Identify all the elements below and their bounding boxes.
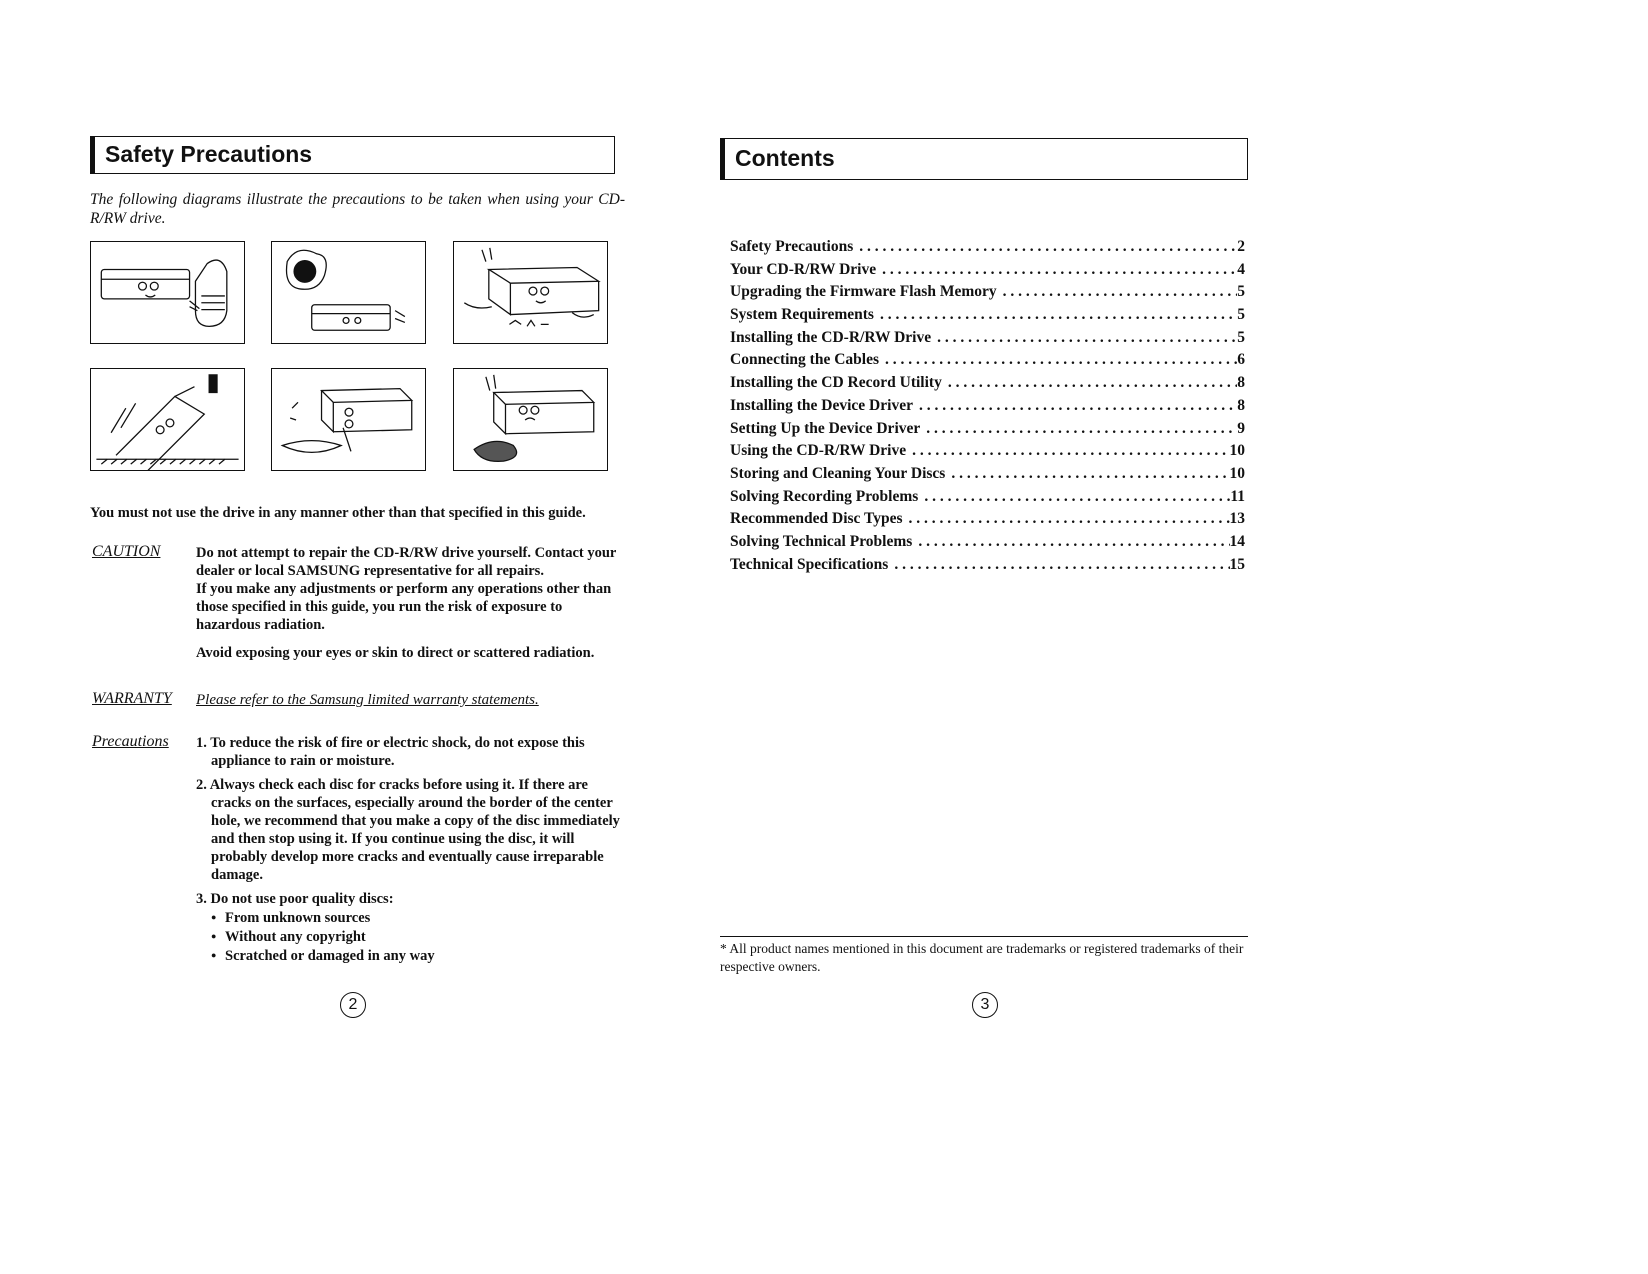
precaution-item: 3. Do not use poor quality discs: xyxy=(196,891,394,907)
illustration-drive-fire xyxy=(271,241,426,344)
caution-paragraph: Avoid exposing your eyes or skin to direct or scattered radiation. xyxy=(196,645,595,661)
illustration-drive-liquid xyxy=(90,241,245,344)
toc-entry[interactable]: Installing the CD-R/RW Drive . . . 5 xyxy=(730,329,1245,352)
toc-entry[interactable]: Your CD-R/RW Drive . . . 4 xyxy=(730,261,1245,284)
toc-entry[interactable]: System Requirements . . . 5 xyxy=(730,306,1245,329)
toc-entry[interactable]: Recommended Disc Types . . . 13 xyxy=(730,510,1245,533)
caution-label: CAUTION xyxy=(92,543,161,560)
precaution-bullet: ● From unknown sources xyxy=(211,908,626,927)
illustration-drive-water xyxy=(271,368,426,471)
caution-paragraph: Do not attempt to repair the CD-R/RW drive yourself. Contact your dealer or local SAMSUNG representative for all repairs. xyxy=(196,545,617,579)
page-number: 3 xyxy=(972,992,998,1018)
toc-entry[interactable]: Using the CD-R/RW Drive . . . 10 xyxy=(730,442,1245,465)
toc-entry[interactable]: Connecting the Cables . . . 6 xyxy=(730,351,1245,374)
toc-entry[interactable]: Safety Precautions . . . 2 xyxy=(730,238,1245,261)
caution-paragraph: If you make any adjustments or perform any operations other than those specified in this guide, you run the risk of exposure to hazardous radiation. xyxy=(196,581,612,633)
precautions-label: Precautions xyxy=(92,733,169,750)
toc-entry[interactable]: Technical Specifications . . . 15 xyxy=(730,556,1245,579)
trademark-footnote: * All product names mentioned in this document are trademarks or registered trademarks of their respective owners. xyxy=(720,936,1248,976)
toc-entry[interactable]: Installing the CD Record Utility . . . 8 xyxy=(730,374,1245,397)
precautions-list xyxy=(196,734,626,965)
precaution-bullet: ● Scratched or damaged in any way xyxy=(211,946,626,965)
page-number: 2 xyxy=(340,992,366,1018)
illustration-drive-screws xyxy=(453,241,608,344)
toc-entry[interactable]: Solving Technical Problems . . . 14 xyxy=(730,533,1245,556)
warranty-statement xyxy=(196,691,626,709)
precaution-bullet: ● Without any copyright xyxy=(211,927,626,946)
toc-entry[interactable]: Upgrading the Firmware Flash Memory . . . 5 xyxy=(730,283,1245,306)
illustration-drive-damaged xyxy=(453,368,608,471)
precaution-item: 2. Always check each disc for cracks before using it. If there are cracks on the surfaces, especially around the border of the center hole, we recommend that you make a copy of the disc immediately and then stop using it. If you continue using the disc, it will probably develop more cracks and eventually cause irreparable damage. xyxy=(196,777,620,883)
toc-entry[interactable]: Solving Recording Problems . . . 11 xyxy=(730,488,1245,511)
toc-entry[interactable]: Setting Up the Device Driver . . . 9 xyxy=(730,420,1245,443)
warranty-label: WARRANTY xyxy=(92,690,172,707)
toc-entry[interactable]: Installing the Device Driver . . . 8 xyxy=(730,397,1245,420)
page-title: Safety Precautions xyxy=(90,136,615,174)
precaution-item: 1. To reduce the risk of fire or electric shock, do not expose this appliance to rain or moisture. xyxy=(196,735,585,769)
contents-title: Contents xyxy=(720,138,1248,180)
caution-text xyxy=(196,544,626,672)
intro-text: The following diagrams illustrate the precautions to be taken when using your CD-R/RW drive. xyxy=(90,191,625,227)
warranty-text: Please refer to the Samsung limited warranty statements. xyxy=(196,692,539,708)
table-of-contents xyxy=(730,238,1245,578)
toc-entry[interactable]: Storing and Cleaning Your Discs . . . 10 xyxy=(730,465,1245,488)
illustration-drive-falling xyxy=(90,368,245,471)
usage-warning: You must not use the drive in any manner other than that specified in this guide. xyxy=(90,505,586,521)
